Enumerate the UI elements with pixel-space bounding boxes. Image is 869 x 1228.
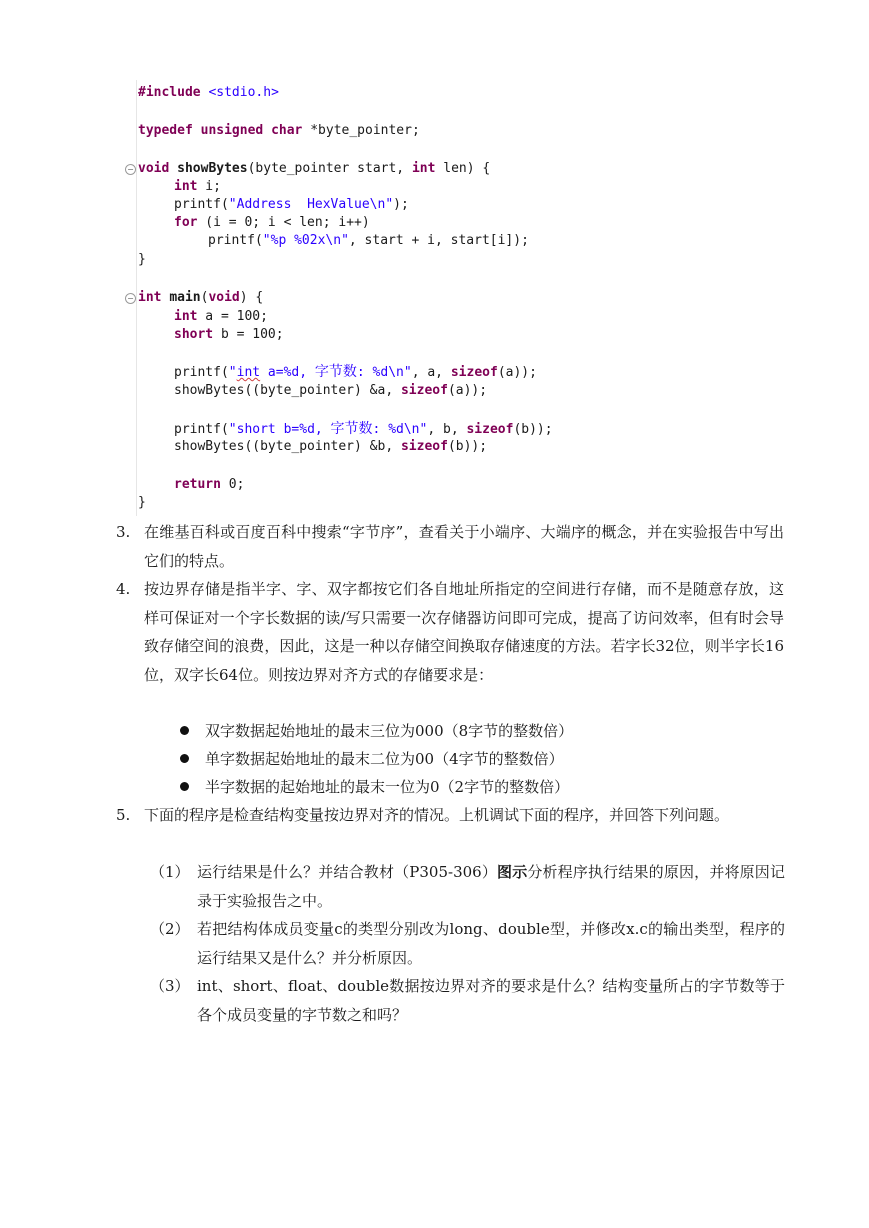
item-number: 3. (116, 523, 131, 541)
item-text: 在维基百科或百度百科中搜索“字节序”，查看关于小端序、大端序的概念，并在实验报告中写出它们的特点。 (144, 523, 784, 570)
sub-item-number: （1） (150, 863, 190, 881)
code-line-decl-i: int i; (174, 179, 221, 194)
code-line-showbytes-b: showBytes((byte_pointer) &b, sizeof(b)); (174, 439, 488, 454)
code-line-printf-short: printf("short b=%d, 字节数: %d\n", b, sizeof(b)); (174, 421, 553, 437)
bullet-item (180, 745, 564, 773)
code-line-main-signature: int main(void) { (138, 290, 264, 305)
item-number: 5. (116, 806, 131, 824)
bullet-text: 双字数据起始地址的最末三位为000（8字节的整数倍） (205, 722, 574, 740)
code-line-for-loop: for (i = 0; i < len; i++) (174, 215, 370, 230)
code-line-printf-byte: printf("%p %02x\n", start + i, start[i]); (208, 233, 529, 248)
fold-collapse-icon[interactable]: − (125, 293, 136, 304)
code-line-typedef: typedef unsigned char *byte_pointer; (138, 123, 420, 138)
code-line-close-brace: } (138, 252, 146, 267)
item-text: 下面的程序是检查结构变量按边界对齐的情况。上机调试下面的程序，并回答下列问题。 (144, 806, 730, 824)
code-line-printf-int: printf("int a=%d, 字节数: %d\n", a, sizeof(a)); (174, 364, 537, 380)
code-line-showbytes-a: showBytes((byte_pointer) &a, sizeof(a)); (174, 383, 488, 398)
code-line-showbytes-signature: void showBytes(byte_pointer start, int len) { (138, 161, 491, 176)
item-text: 按边界存储是指半字、字、双字都按它们各自地址所指定的空间进行存储，而不是随意存放，这样可保证对一个字长数据的读/写只需要一次存储器访问即可完成，提高了访问效率，但有时会导致存储空间的浪费，因此，这是一种以存储空间换取存储速度的方法。若字长32位，则半字长16位，双字长64位。则按边界对齐方式的存储要求是： (144, 580, 784, 684)
sub-item-number: （3） (150, 977, 190, 995)
bullet-dot-icon (180, 782, 189, 791)
bullet-dot-icon (180, 726, 189, 735)
sub-item-text (197, 858, 785, 915)
emphasis-figure: 图示 (497, 863, 528, 881)
code-screenshot (124, 80, 724, 516)
code-line-close-brace: } (138, 495, 146, 510)
sub-item-text-part: 运行结果是什么？并结合教材（P305-306） (197, 863, 498, 881)
bullet-item (180, 773, 569, 801)
sub-item-text: int、short、float、double数据按边界对齐的要求是什么？结构变量所占的字节数等于各个成员变量的字节数之和吗？ (197, 977, 785, 1024)
editor-gutter-rail (136, 80, 137, 516)
code-line-include: #include <stdio.h> (138, 85, 279, 100)
code-line-return: return 0; (174, 477, 245, 492)
bullet-text: 半字数据的起始地址的最末一位为0（2字节的整数倍） (205, 778, 570, 796)
code-line-decl-b: short b = 100; (174, 327, 284, 342)
code-line-decl-a: int a = 100; (174, 309, 268, 324)
sub-item-text: 若把结构体成员变量c的类型分别改为long、double型，并修改x.c的输出类型，程序的运行结果又是什么？并分析原因。 (197, 920, 785, 967)
sub-item-text-part: 分析程序执行结果的原因，并将原因记录于实验报告之中。 (197, 863, 785, 910)
bullet-dot-icon (180, 754, 189, 763)
bullet-item (180, 717, 573, 745)
item-number: 4. (116, 580, 131, 598)
sub-item-number: （2） (150, 920, 190, 938)
fold-collapse-icon[interactable]: − (125, 164, 136, 175)
bullet-text: 单字数据起始地址的最末二位为00（4字节的整数倍） (205, 750, 564, 768)
code-line-printf-header: printf("Address HexValue\n"); (174, 197, 409, 212)
